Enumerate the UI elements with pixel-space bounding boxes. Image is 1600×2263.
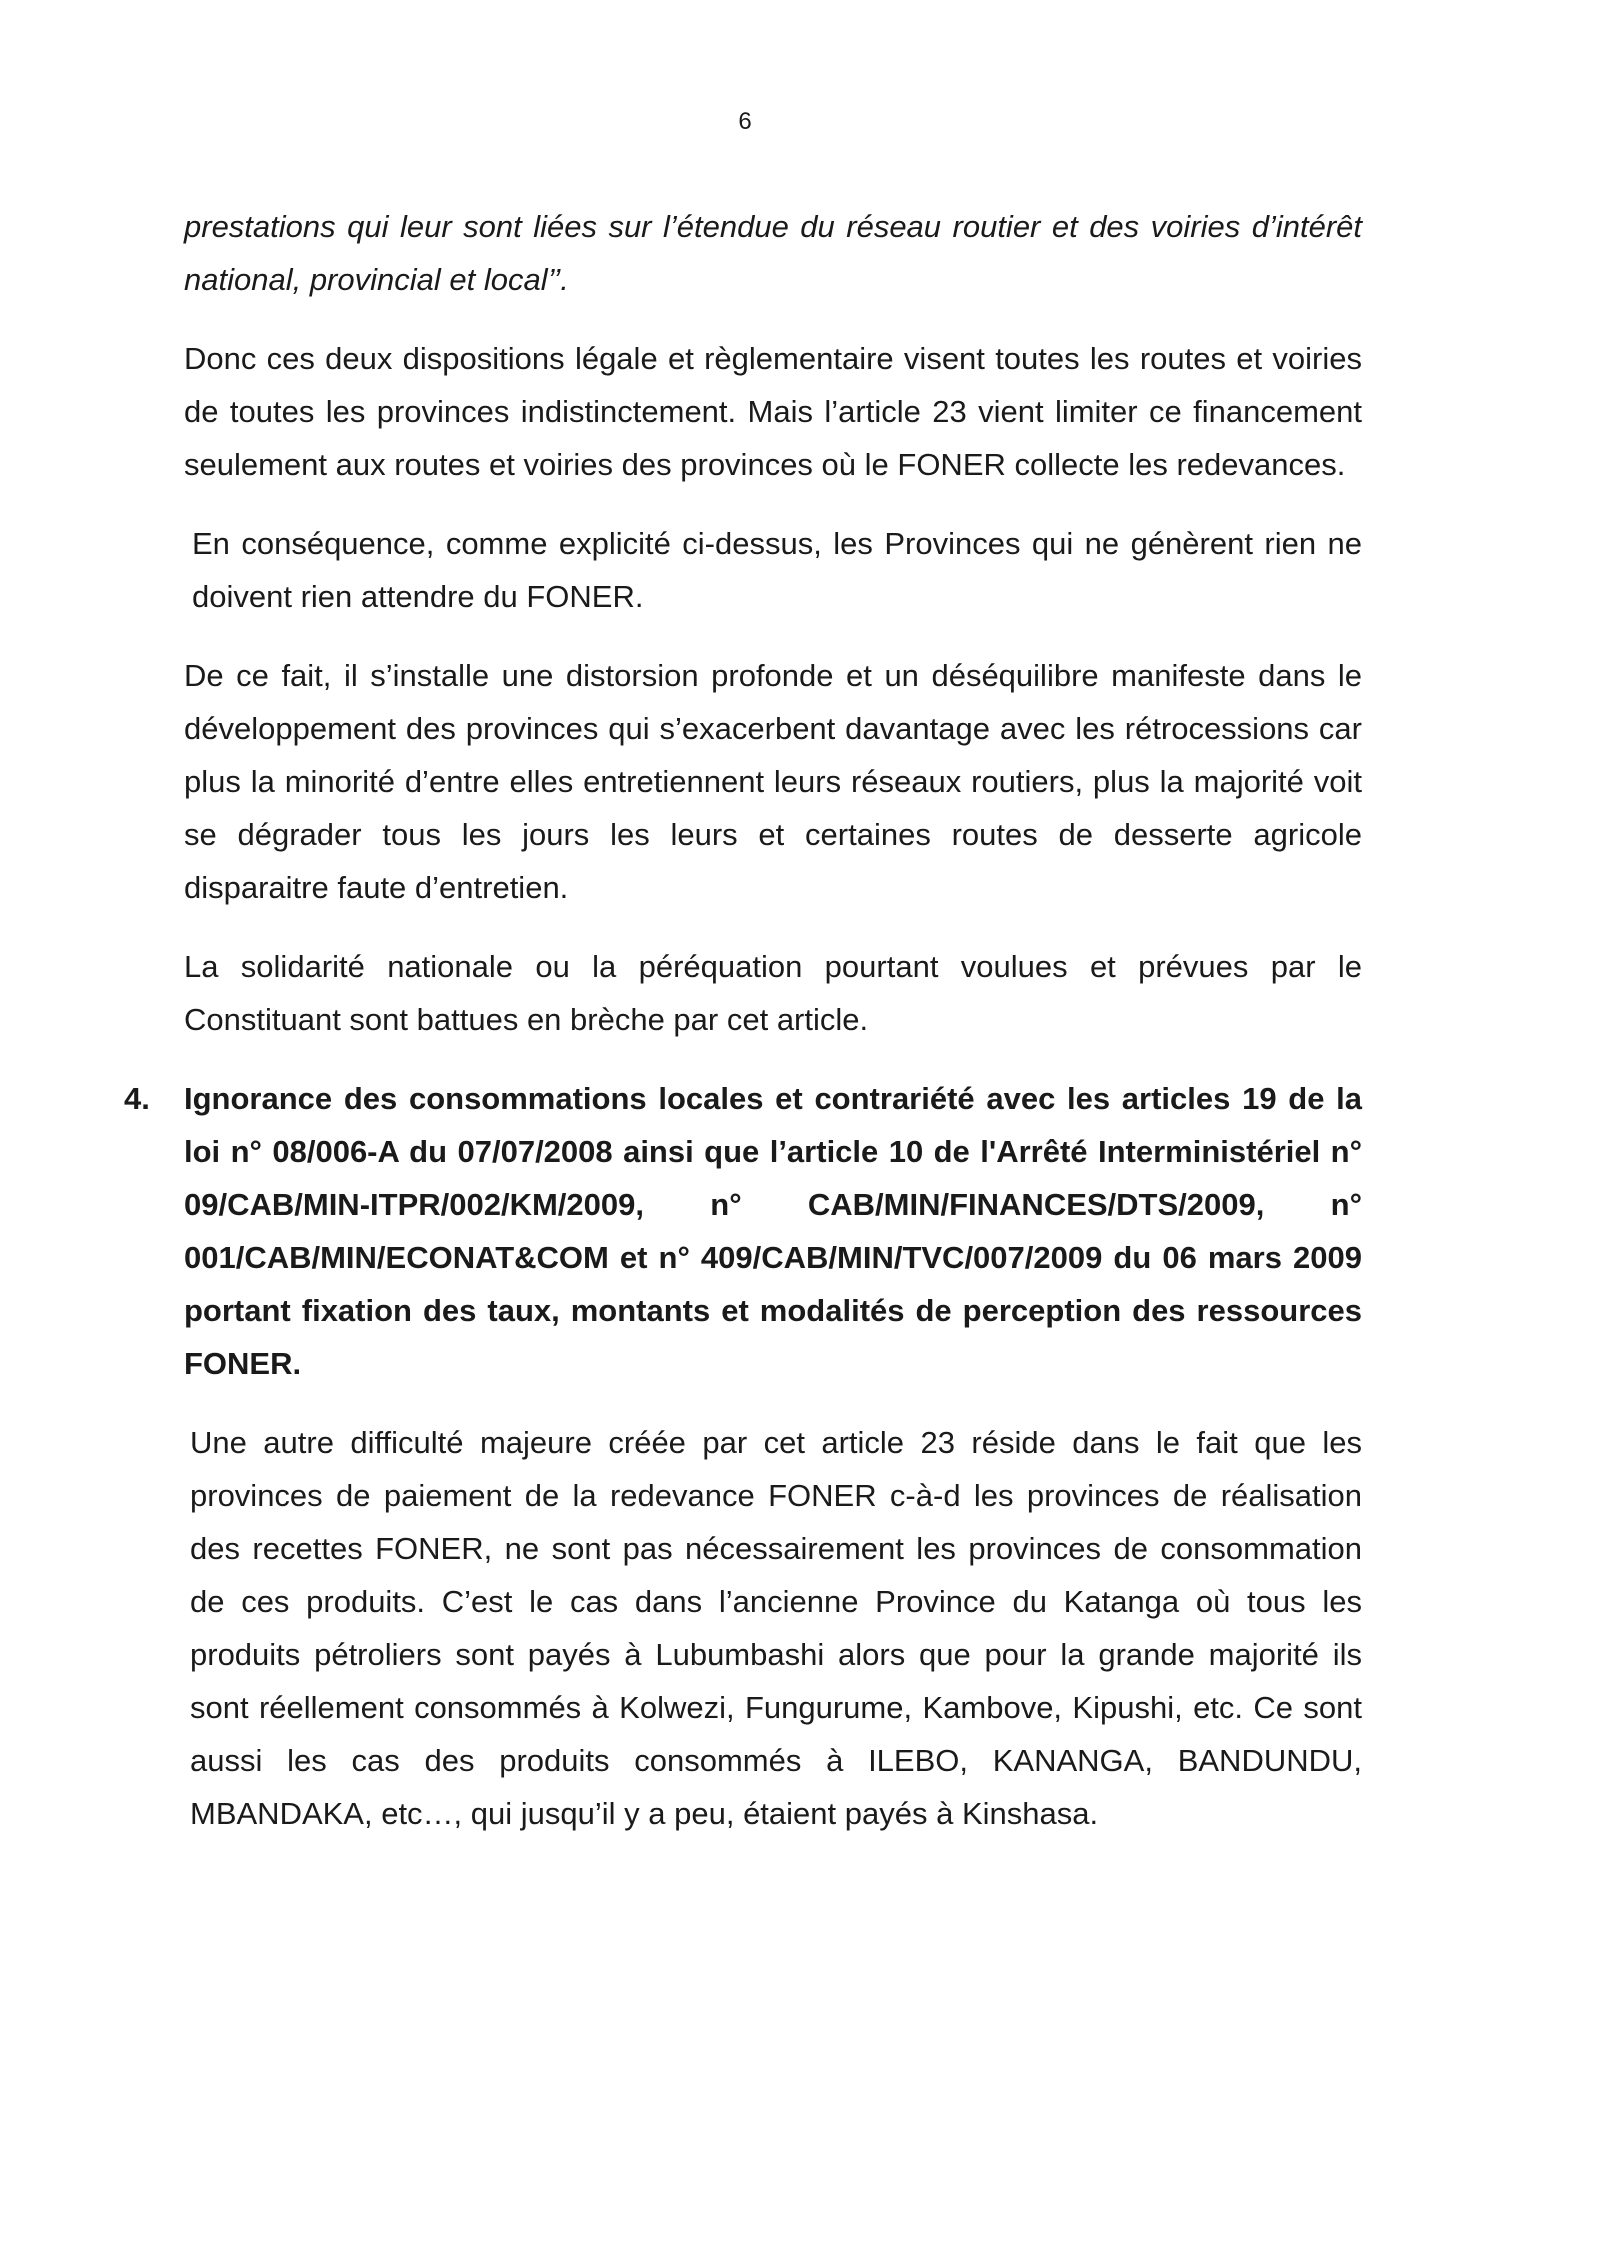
paragraph-quote-end: prestations qui leur sont liées sur l’étendue du réseau routier et des voiries d’intérêt national, provincial et local’’. [184,209,1362,297]
paragraph-solidarite: La solidarité nationale ou la péréquation pourtant voulues et prévues par le Constituant sont battues en brèche par cet article. [184,949,1362,1037]
section-title: Ignorance des consommations locales et contrariété avec les articles 19 de la loi n° 08/006-A du 07/07/2008 ainsi que l’article 10 de l'Arrêté Interministériel n° 09/CAB/MIN-ITPR/002/KM/2009, n° CAB/MIN/FINANCES/DTS/2009, n° 001/CAB/MIN/ECONAT&COM et n° 409/CAB/MIN/TVC/007/2009 du 06 mars 2009 portant fixation des taux, montants et modalités de perception des ressources FONER. [184,1081,1362,1381]
section-heading [124,1072,1362,1390]
paragraph-difficulte: Une autre difficulté majeure créée par cet article 23 réside dans le fait que les provinces de paiement de la redevance FONER c-à-d les provinces de réalisation des recettes FONER, ne sont pas nécessairement les provinces de consommation de ces produits. C’est le cas dans l’ancienne Province du Katanga où tous les produits pétroliers sont payés à Lubumbashi alors que pour la grande majorité ils sont réellement consommés à Kolwezi, Fungurume, Kambove, Kipushi, etc. Ce sont aussi les cas des produits consommés à ILEBO, KANANGA, BANDUNDU, MBANDAKA, etc…, qui jusqu’il y a peu, étaient payés à Kinshasa. [190,1425,1362,1831]
page-number: 6 [738,108,752,135]
section-number: 4. [124,1081,150,1116]
paragraph-dispositions: Donc ces deux dispositions légale et règlementaire visent toutes les routes et voiries de toutes les provinces indistinctement. Mais l’article 23 vient limiter ce financement seulement aux routes et voiries des provinces où le FONER collecte les redevances. [184,341,1362,482]
paragraph-consequence: En conséquence, comme explicité ci-dessus, les Provinces qui ne génèrent rien ne doivent rien attendre du FONER. [192,526,1362,614]
document-body [124,200,1362,1866]
paragraph-distorsion: De ce fait, il s’installe une distorsion profonde et un déséquilibre manifeste dans le développement des provinces qui s’exacerbent davantage avec les rétrocessions car plus la minorité d’entre elles entretiennent leurs réseaux routiers, plus la majorité voit se dégrader tous les jours les leurs et certaines routes de desserte agricole disparaitre faute d’entretien. [184,658,1362,905]
